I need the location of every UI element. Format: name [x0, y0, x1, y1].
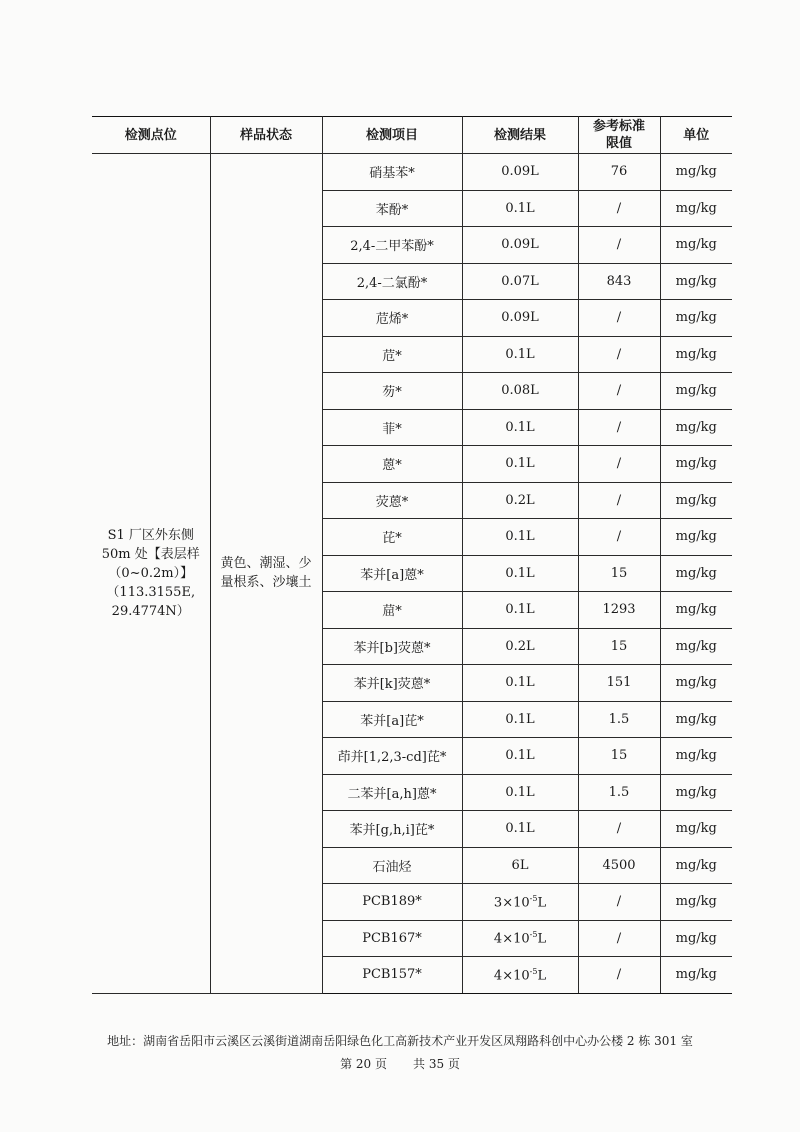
item-cell: 2,4-二甲苯酚*: [322, 227, 462, 264]
limit-cell: 15: [578, 628, 660, 665]
location-line: （113.3155E,: [106, 584, 196, 600]
limit-cell: /: [578, 920, 660, 957]
result-cell: [462, 227, 578, 264]
unit-cell: mg/kg: [660, 336, 732, 373]
limit-cell: /: [578, 300, 660, 337]
limit-cell: 1.5: [578, 701, 660, 738]
result-value: 0.1L: [505, 565, 535, 581]
result-exponent: -5: [529, 930, 538, 940]
result-cell: [462, 811, 578, 848]
result-value: 0.09L: [501, 237, 539, 253]
unit-cell: mg/kg: [660, 446, 732, 483]
result-value: 6L: [511, 857, 529, 873]
header-location: 检测点位: [92, 117, 210, 154]
result-cell: [462, 555, 578, 592]
sample-state-cell: [210, 154, 322, 994]
result-cell: [462, 592, 578, 629]
item-cell: 苯并[a]蒽*: [322, 555, 462, 592]
item-cell: 苯并[a]芘*: [322, 701, 462, 738]
result-suffix: L: [537, 967, 547, 983]
result-value: 0.1L: [505, 346, 535, 362]
unit-cell: mg/kg: [660, 154, 732, 191]
test-results-table: [92, 116, 732, 994]
location-line: 50m 处【表层样: [101, 546, 200, 562]
result-cell: [462, 482, 578, 519]
item-cell: 茚并[1,2,3-cd]芘*: [322, 738, 462, 775]
result-value: 4×10: [493, 931, 530, 947]
sample-state-line: 黄色、潮湿、少: [220, 556, 312, 572]
result-cell: [462, 409, 578, 446]
item-cell: PCB189*: [322, 884, 462, 921]
result-value: 0.07L: [501, 273, 539, 289]
location-line: （0~0.2m）】: [108, 565, 194, 581]
result-cell: [462, 300, 578, 337]
limit-cell: 15: [578, 738, 660, 775]
unit-cell: mg/kg: [660, 811, 732, 848]
item-cell: 二苯并[a,h]蒽*: [322, 774, 462, 811]
result-cell: [462, 847, 578, 884]
result-cell: [462, 628, 578, 665]
limit-cell: /: [578, 811, 660, 848]
header-item: 检测项目: [322, 117, 462, 154]
unit-cell: mg/kg: [660, 665, 732, 702]
table-body: [92, 154, 732, 994]
limit-cell: /: [578, 373, 660, 410]
result-exponent: -5: [529, 893, 538, 903]
result-value: 0.1L: [505, 456, 535, 472]
item-cell: 苯并[k]荧蒽*: [322, 665, 462, 702]
unit-cell: mg/kg: [660, 519, 732, 556]
unit-cell: mg/kg: [660, 300, 732, 337]
limit-cell: /: [578, 884, 660, 921]
location-cell: [92, 154, 210, 994]
result-cell: [462, 665, 578, 702]
result-cell: [462, 519, 578, 556]
item-cell: 芴*: [322, 373, 462, 410]
location-line: S1 厂区外东侧: [107, 527, 194, 543]
result-suffix: L: [537, 931, 547, 947]
item-cell: 蒽*: [322, 446, 462, 483]
limit-cell: /: [578, 519, 660, 556]
unit-cell: mg/kg: [660, 920, 732, 957]
result-value: 0.1L: [505, 784, 535, 800]
item-cell: 石油烃: [322, 847, 462, 884]
limit-cell: 15: [578, 555, 660, 592]
limit-cell: 151: [578, 665, 660, 702]
unit-cell: mg/kg: [660, 555, 732, 592]
item-cell: 荧蒽*: [322, 482, 462, 519]
result-value: 0.1L: [505, 602, 535, 618]
unit-cell: mg/kg: [660, 884, 732, 921]
result-value: 0.1L: [505, 529, 535, 545]
unit-cell: mg/kg: [660, 227, 732, 264]
unit-cell: mg/kg: [660, 592, 732, 629]
footer-page-number: [0, 1055, 800, 1072]
result-value: 0.1L: [505, 821, 535, 837]
limit-cell: /: [578, 482, 660, 519]
item-cell: 苯并[b]荧蒽*: [322, 628, 462, 665]
unit-cell: mg/kg: [660, 190, 732, 227]
item-cell: 苊烯*: [322, 300, 462, 337]
item-cell: 苯酚*: [322, 190, 462, 227]
page-total: 共 35 页: [413, 1057, 460, 1071]
unit-cell: mg/kg: [660, 701, 732, 738]
result-value: 0.1L: [505, 711, 535, 727]
unit-cell: mg/kg: [660, 774, 732, 811]
item-cell: 䓛*: [322, 592, 462, 629]
limit-cell: /: [578, 409, 660, 446]
limit-cell: /: [578, 957, 660, 994]
result-cell: [462, 920, 578, 957]
limit-cell: 4500: [578, 847, 660, 884]
result-value: 0.1L: [505, 200, 535, 216]
result-value: 0.09L: [501, 310, 539, 326]
result-value: 0.2L: [505, 638, 535, 654]
unit-cell: mg/kg: [660, 482, 732, 519]
result-cell: [462, 190, 578, 227]
result-value: 3×10: [493, 894, 530, 910]
header-limit-line-2: 限值: [605, 136, 632, 151]
header-limit-line-1: 参考标准: [592, 119, 645, 134]
result-cell: [462, 957, 578, 994]
item-cell: 芘*: [322, 519, 462, 556]
result-value: 4×10: [493, 967, 530, 983]
result-cell: [462, 884, 578, 921]
location-line: 29.4774N）: [111, 603, 190, 619]
result-value: 0.2L: [505, 492, 535, 508]
result-cell: [462, 154, 578, 191]
table-row: [92, 154, 732, 191]
result-cell: [462, 774, 578, 811]
unit-cell: mg/kg: [660, 957, 732, 994]
result-value: 0.09L: [501, 164, 539, 180]
result-cell: [462, 701, 578, 738]
sample-state-line: 量根系、沙壤土: [220, 575, 312, 591]
limit-cell: /: [578, 190, 660, 227]
result-exponent: -5: [529, 966, 538, 976]
footer-address: 地址：湖南省岳阳市云溪区云溪街道湖南岳阳绿色化工高新技术产业开发区凤翔路科创中心办公楼 2 栋 301 室: [107, 1034, 693, 1048]
header-sample-state: 样品状态: [210, 117, 322, 154]
result-cell: [462, 446, 578, 483]
result-value: 0.1L: [505, 675, 535, 691]
result-suffix: L: [537, 894, 547, 910]
unit-cell: mg/kg: [660, 263, 732, 300]
limit-cell: /: [578, 446, 660, 483]
result-value: 0.1L: [505, 748, 535, 764]
unit-cell: mg/kg: [660, 628, 732, 665]
page-current: 第 20 页: [340, 1057, 387, 1071]
item-cell: 菲*: [322, 409, 462, 446]
result-cell: [462, 336, 578, 373]
item-cell: PCB157*: [322, 957, 462, 994]
result-cell: [462, 373, 578, 410]
limit-cell: 1293: [578, 592, 660, 629]
item-cell: 硝基苯*: [322, 154, 462, 191]
limit-cell: 1.5: [578, 774, 660, 811]
result-value: 0.08L: [501, 383, 539, 399]
header-limit: [578, 117, 660, 154]
result-cell: [462, 263, 578, 300]
item-cell: 苯并[g,h,i]芘*: [322, 811, 462, 848]
unit-cell: mg/kg: [660, 373, 732, 410]
item-cell: PCB167*: [322, 920, 462, 957]
header-unit: 单位: [660, 117, 732, 154]
limit-cell: 76: [578, 154, 660, 191]
unit-cell: mg/kg: [660, 409, 732, 446]
result-value: 0.1L: [505, 419, 535, 435]
limit-cell: 843: [578, 263, 660, 300]
table-header-row: [92, 117, 732, 154]
item-cell: 2,4-二氯酚*: [322, 263, 462, 300]
header-result: 检测结果: [462, 117, 578, 154]
unit-cell: mg/kg: [660, 847, 732, 884]
result-cell: [462, 738, 578, 775]
unit-cell: mg/kg: [660, 738, 732, 775]
item-cell: 苊*: [322, 336, 462, 373]
limit-cell: /: [578, 336, 660, 373]
limit-cell: /: [578, 227, 660, 264]
